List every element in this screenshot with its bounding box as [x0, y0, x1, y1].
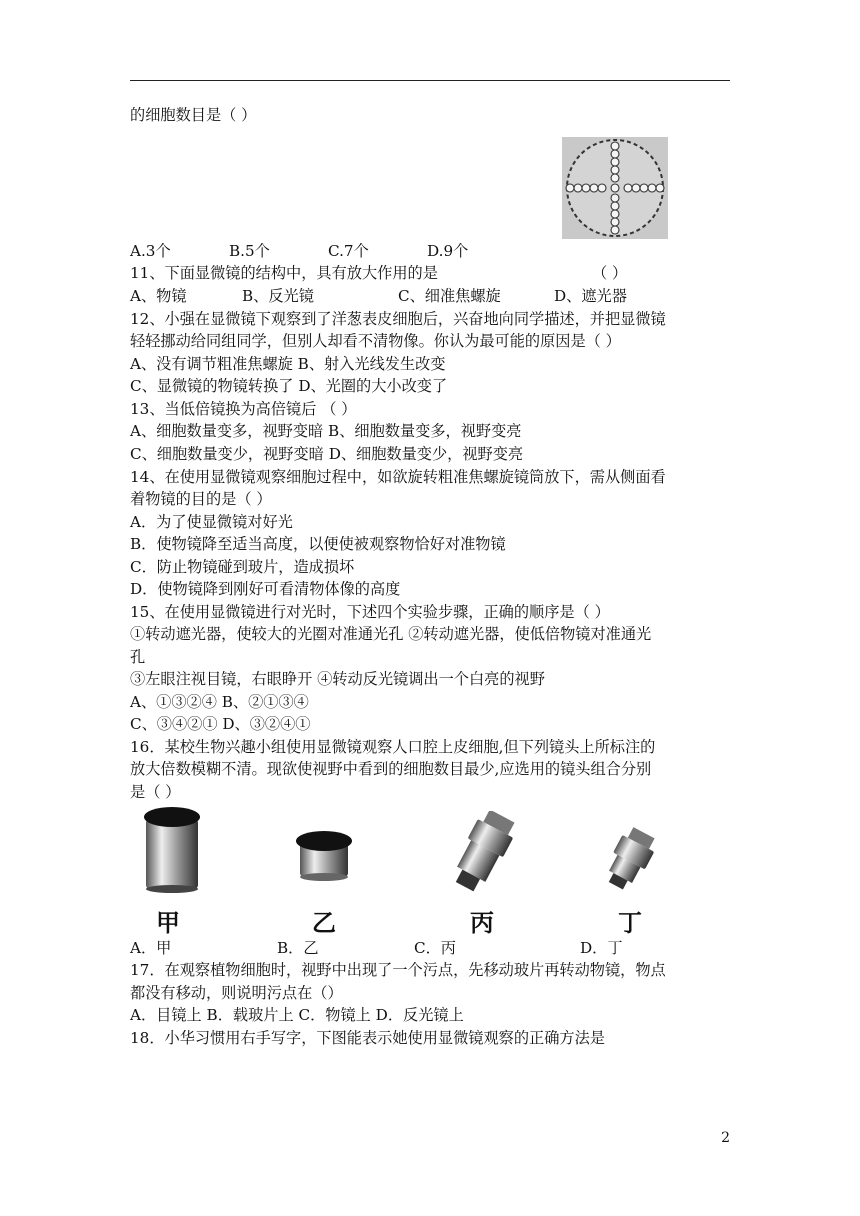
q11-stem-text: 11、下面显微镜的结构中，具有放大作用的是 [130, 264, 438, 282]
q11-blank: （ ） [592, 264, 628, 282]
q17-line2: 都没有移动，则说明污点在（） [130, 984, 343, 1002]
q16-line3: 是（ ） [130, 783, 181, 801]
q18-line1: 18．小华习惯用右手写字，下图能表示她使用显微镜观察的正确方法是 [130, 1029, 605, 1047]
q12-options-cd: C、显微镜的物镜转换了 D、光圈的大小改变了 [130, 377, 448, 395]
q12-line2: 轻轻挪动给同组同学，但别人却看不清物像。你认为最可能的原因是（ ） [130, 332, 621, 350]
q14-line2: 着物镜的目的是（ ） [130, 490, 272, 508]
q15-stem: 15、在使用显微镜进行对光时，下述四个实验步骤，正确的顺序是（ ） [130, 603, 610, 621]
q16-option-d: D．丁 [580, 939, 623, 957]
q14-option-d: D．使物镜降到刚好可看清物体像的高度 [130, 580, 401, 598]
q12-line1: 12、小强在显微镜下观察到了洋葱表皮细胞后，兴奋地向同学描述，并把显微镜 [130, 310, 666, 328]
q10-option-b: B.5个 [229, 242, 270, 260]
q11-option-d: D、遮光器 [554, 287, 627, 305]
q13-options-cd: C、细胞数量变少，视野变暗 D、细胞数量变少，视野变亮 [130, 445, 524, 463]
objective-short-icon [598, 827, 660, 895]
q13-stem: 13、当低倍镜换为高倍镜后 （ ） [130, 400, 357, 418]
q11-option-c: C、细准焦螺旋 [398, 287, 501, 305]
lens-label-bing: 丙 [470, 909, 494, 937]
q10-option-a: A.3个 [130, 242, 171, 260]
objective-long-icon [446, 811, 518, 897]
q16-line2: 放大倍数模糊不清。现欲使视野中看到的细胞数目最少,应选用的镜头组合分别 [130, 760, 652, 778]
lens-figure [130, 805, 678, 935]
q11-stem [130, 262, 628, 284]
q16-option-b: B．乙 [277, 939, 319, 957]
cell-field-figure [562, 137, 668, 239]
q17-line1: 17．在观察植物细胞时，视野中出现了一个污点，先移动玻片再转动物镜，物点 [130, 961, 666, 979]
q11-option-a: A、物镜 [130, 287, 187, 305]
header-rule [130, 80, 730, 81]
q15-steps-line2: 孔 [130, 648, 146, 666]
q10-option-c: C.7个 [328, 242, 369, 260]
q13-options-ab: A、细胞数量变多，视野变暗 B、细胞数量变多，视野变亮 [130, 422, 522, 440]
q15-options-ab: A、①③②④ B、②①③④ [130, 693, 309, 711]
eyepiece-short-icon [292, 827, 356, 883]
q10-stem-tail: 的细胞数目是（ ） [130, 106, 257, 124]
q15-options-cd: C、③④②① D、③②④① [130, 715, 311, 733]
q12-options-ab: A、没有调节粗准焦螺旋 B、射入光线发生改变 [130, 355, 446, 373]
eyepiece-long-icon [140, 805, 204, 893]
q16-line1: 16．某校生物兴趣小组使用显微镜观察人口腔上皮细胞,但下列镜头上所标注的 [130, 738, 656, 756]
page-number: 2 [721, 1130, 730, 1146]
q17-options: A．目镜上 B．载玻片上 C．物镜上 D．反光镜上 [130, 1006, 464, 1024]
q10-option-d: D.9个 [427, 242, 469, 260]
q15-steps-line1: ①转动遮光器，使较大的光圈对准通光孔 ②转动遮光器，使低倍物镜对准通光 [130, 625, 652, 643]
q16-option-a: A．甲 [130, 939, 172, 957]
q14-option-c: C．防止物镜碰到玻片，造成损坏 [130, 558, 355, 576]
q16-option-c: C．丙 [414, 939, 456, 957]
q14-option-b: B．使物镜降至适当高度，以便使被观察物恰好对准物镜 [130, 535, 506, 553]
lens-label-yi: 乙 [312, 909, 336, 937]
q14-line1: 14、在使用显微镜观察细胞过程中，如欲旋转粗准焦螺旋镜筒放下，需从侧面看 [130, 468, 666, 486]
q14-option-a: A．为了使显微镜对好光 [130, 513, 293, 531]
lens-label-jia: 甲 [156, 909, 180, 937]
q11-option-b: B、反光镜 [242, 287, 314, 305]
q15-steps-line3: ③左眼注视目镜，右眼睁开 ④转动反光镜调出一个白亮的视野 [130, 670, 545, 688]
lens-label-ding: 丁 [618, 909, 642, 937]
